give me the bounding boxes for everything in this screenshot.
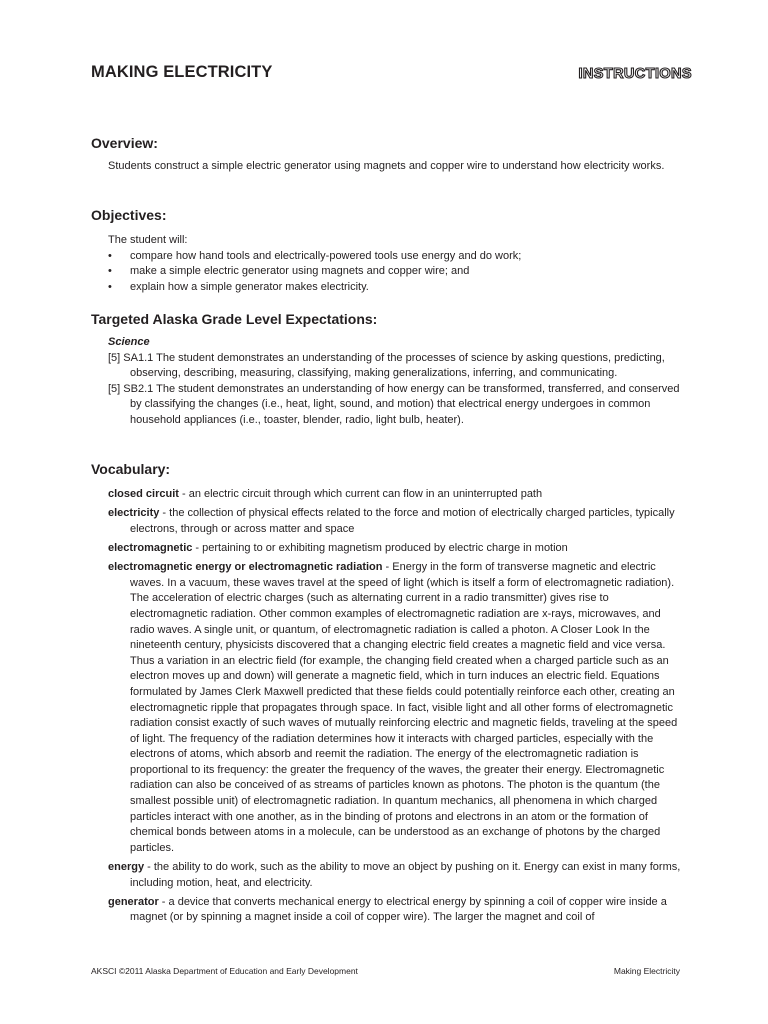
objectives-intro: The student will: bbox=[108, 234, 188, 246]
footer-copyright: AKSCI ©2011 Alaska Department of Education and Early Development bbox=[91, 966, 358, 976]
objective-item: • make a simple electric generator using magnets and copper wire; and bbox=[108, 264, 688, 280]
vocab-term: closed circuit bbox=[108, 488, 179, 500]
footer-page-label: Making Electricity bbox=[613, 966, 680, 976]
vocab-definition: - the collection of physical effects related to the force and motion of electrically charged particles, typically electrons, through or across matter and space bbox=[130, 507, 675, 535]
page-title: MAKING ELECTRICITY bbox=[91, 63, 273, 81]
vocab-entry bbox=[108, 895, 688, 926]
gle-item: [5] SA1.1 The student demonstrates an understanding of the processes of science by asking questions, predicting, observing, describing, measuring, classifying, making generalizations, inferring, and communicating. bbox=[108, 351, 665, 380]
vocab-term: generator bbox=[108, 895, 159, 908]
vocabulary-section bbox=[108, 487, 688, 930]
gle-subject: Science bbox=[108, 336, 150, 348]
vocab-definition: - Energy in the form of transverse magnetic and electric waves. In a vacuum, these waves travel at the speed of light (which is itself a form of electromagnetic radiation). The acceleration of electric charges (such as alternating current in a radio transmitter) gives rise to electromagnetic radiation. Other common examples of electromagnetic radiation are x-rays, microwaves, and radio waves. A single unit, or quantum, of electromagnetic radiation is called a photon. A Closer Look In the nineteenth century, physicists discovered that a changing electric field creates a magnetic field and vice versa. Thus a variation in an electric field (for example, the changing field created when a charged particle such as an electron moves up and down) will generate a magnetic field, which in turn induces an electric field. Equations formulated by James Clerk Maxwell predicted that these fields could potentially reinforce each other, creating an electromagnetic ripple that propagates through space. In fact, visible light and all other forms of electromagnetic radiation consist exactly of such waves of mutually reinforcing electric and magnetic fields, traveling at the speed of light. The frequency of the radiation determines how it interacts with charged particles, especially with the electrons of atoms, which absorb and reemit the radiation. The energy of the electromagnetic radiation is proportional to its frequency: the greater the frequency of the waves, the greater their energy. Electromagnetic radiation can also be conceived of as streams of particles known as photons. The photon is the quantum (the smallest possible unit) of electromagnetic radiation. In quantum mechanics, all phenomena in which charged particles interact with one another, as in the binding of protons and electrons in an atom or the formation of chemical bonds between atoms in a molecule, can be understood as an exchange of photons by the charged particles. bbox=[130, 561, 678, 854]
objective-item: • compare how hand tools and electrically-powered tools use energy and do work; bbox=[108, 249, 688, 265]
gle-item: [5] SB2.1 The student demonstrates an understanding of how energy can be transformed, transferred, and conserved by classifying the changes (i.e., heat, light, sound, and motion) that electrical energy undergoes in common household appliances (i.e., toaster, blender, radio, light bulb, heater). bbox=[108, 382, 680, 426]
vocab-entry bbox=[108, 560, 688, 856]
objectives-list bbox=[108, 249, 688, 296]
objective-item: • explain how a simple generator makes electricity. bbox=[108, 280, 688, 296]
objectives-section bbox=[108, 233, 688, 295]
instructions-tag: INSTRUCTIONS bbox=[578, 66, 692, 82]
vocab-term: electricity bbox=[108, 507, 160, 520]
overview-section bbox=[108, 159, 688, 175]
gle-heading: Targeted Alaska Grade Level Expectations: bbox=[91, 311, 378, 327]
gle-section bbox=[108, 335, 688, 429]
vocab-definition: - pertaining to or exhibiting magnetism produced by electric charge in motion bbox=[192, 541, 568, 554]
vocab-entry bbox=[108, 860, 688, 891]
vocab-definition: - an electric circuit through which current can flow in an uninterrupted path bbox=[178, 488, 543, 500]
vocab-term: energy bbox=[108, 861, 145, 874]
vocab-entry bbox=[108, 541, 688, 557]
vocab-definition: - a device that converts mechanical energy to electrical energy by spinning a coil of copper wire inside a magnet (or by spinning a magnet inside a coil of copper wire). The larger the magnet and coil of bbox=[130, 895, 667, 924]
vocabulary-heading: Vocabulary: bbox=[91, 461, 171, 477]
overview-text: Students construct a simple electric generator using magnets and copper wire to understand how electricity works. bbox=[108, 160, 665, 172]
vocab-definition: - the ability to do work, such as the ability to move an object by pushing on it. Energy can exist in many forms, including motion, heat, and electricity. bbox=[130, 861, 681, 889]
objectives-heading: Objectives: bbox=[91, 207, 167, 223]
vocab-term: electromagnetic bbox=[108, 541, 193, 554]
vocab-entry bbox=[108, 506, 688, 537]
vocab-term: electromagnetic energy or electromagnetic radiation bbox=[108, 561, 383, 574]
overview-heading: Overview: bbox=[91, 135, 158, 151]
vocab-entry bbox=[108, 487, 688, 503]
